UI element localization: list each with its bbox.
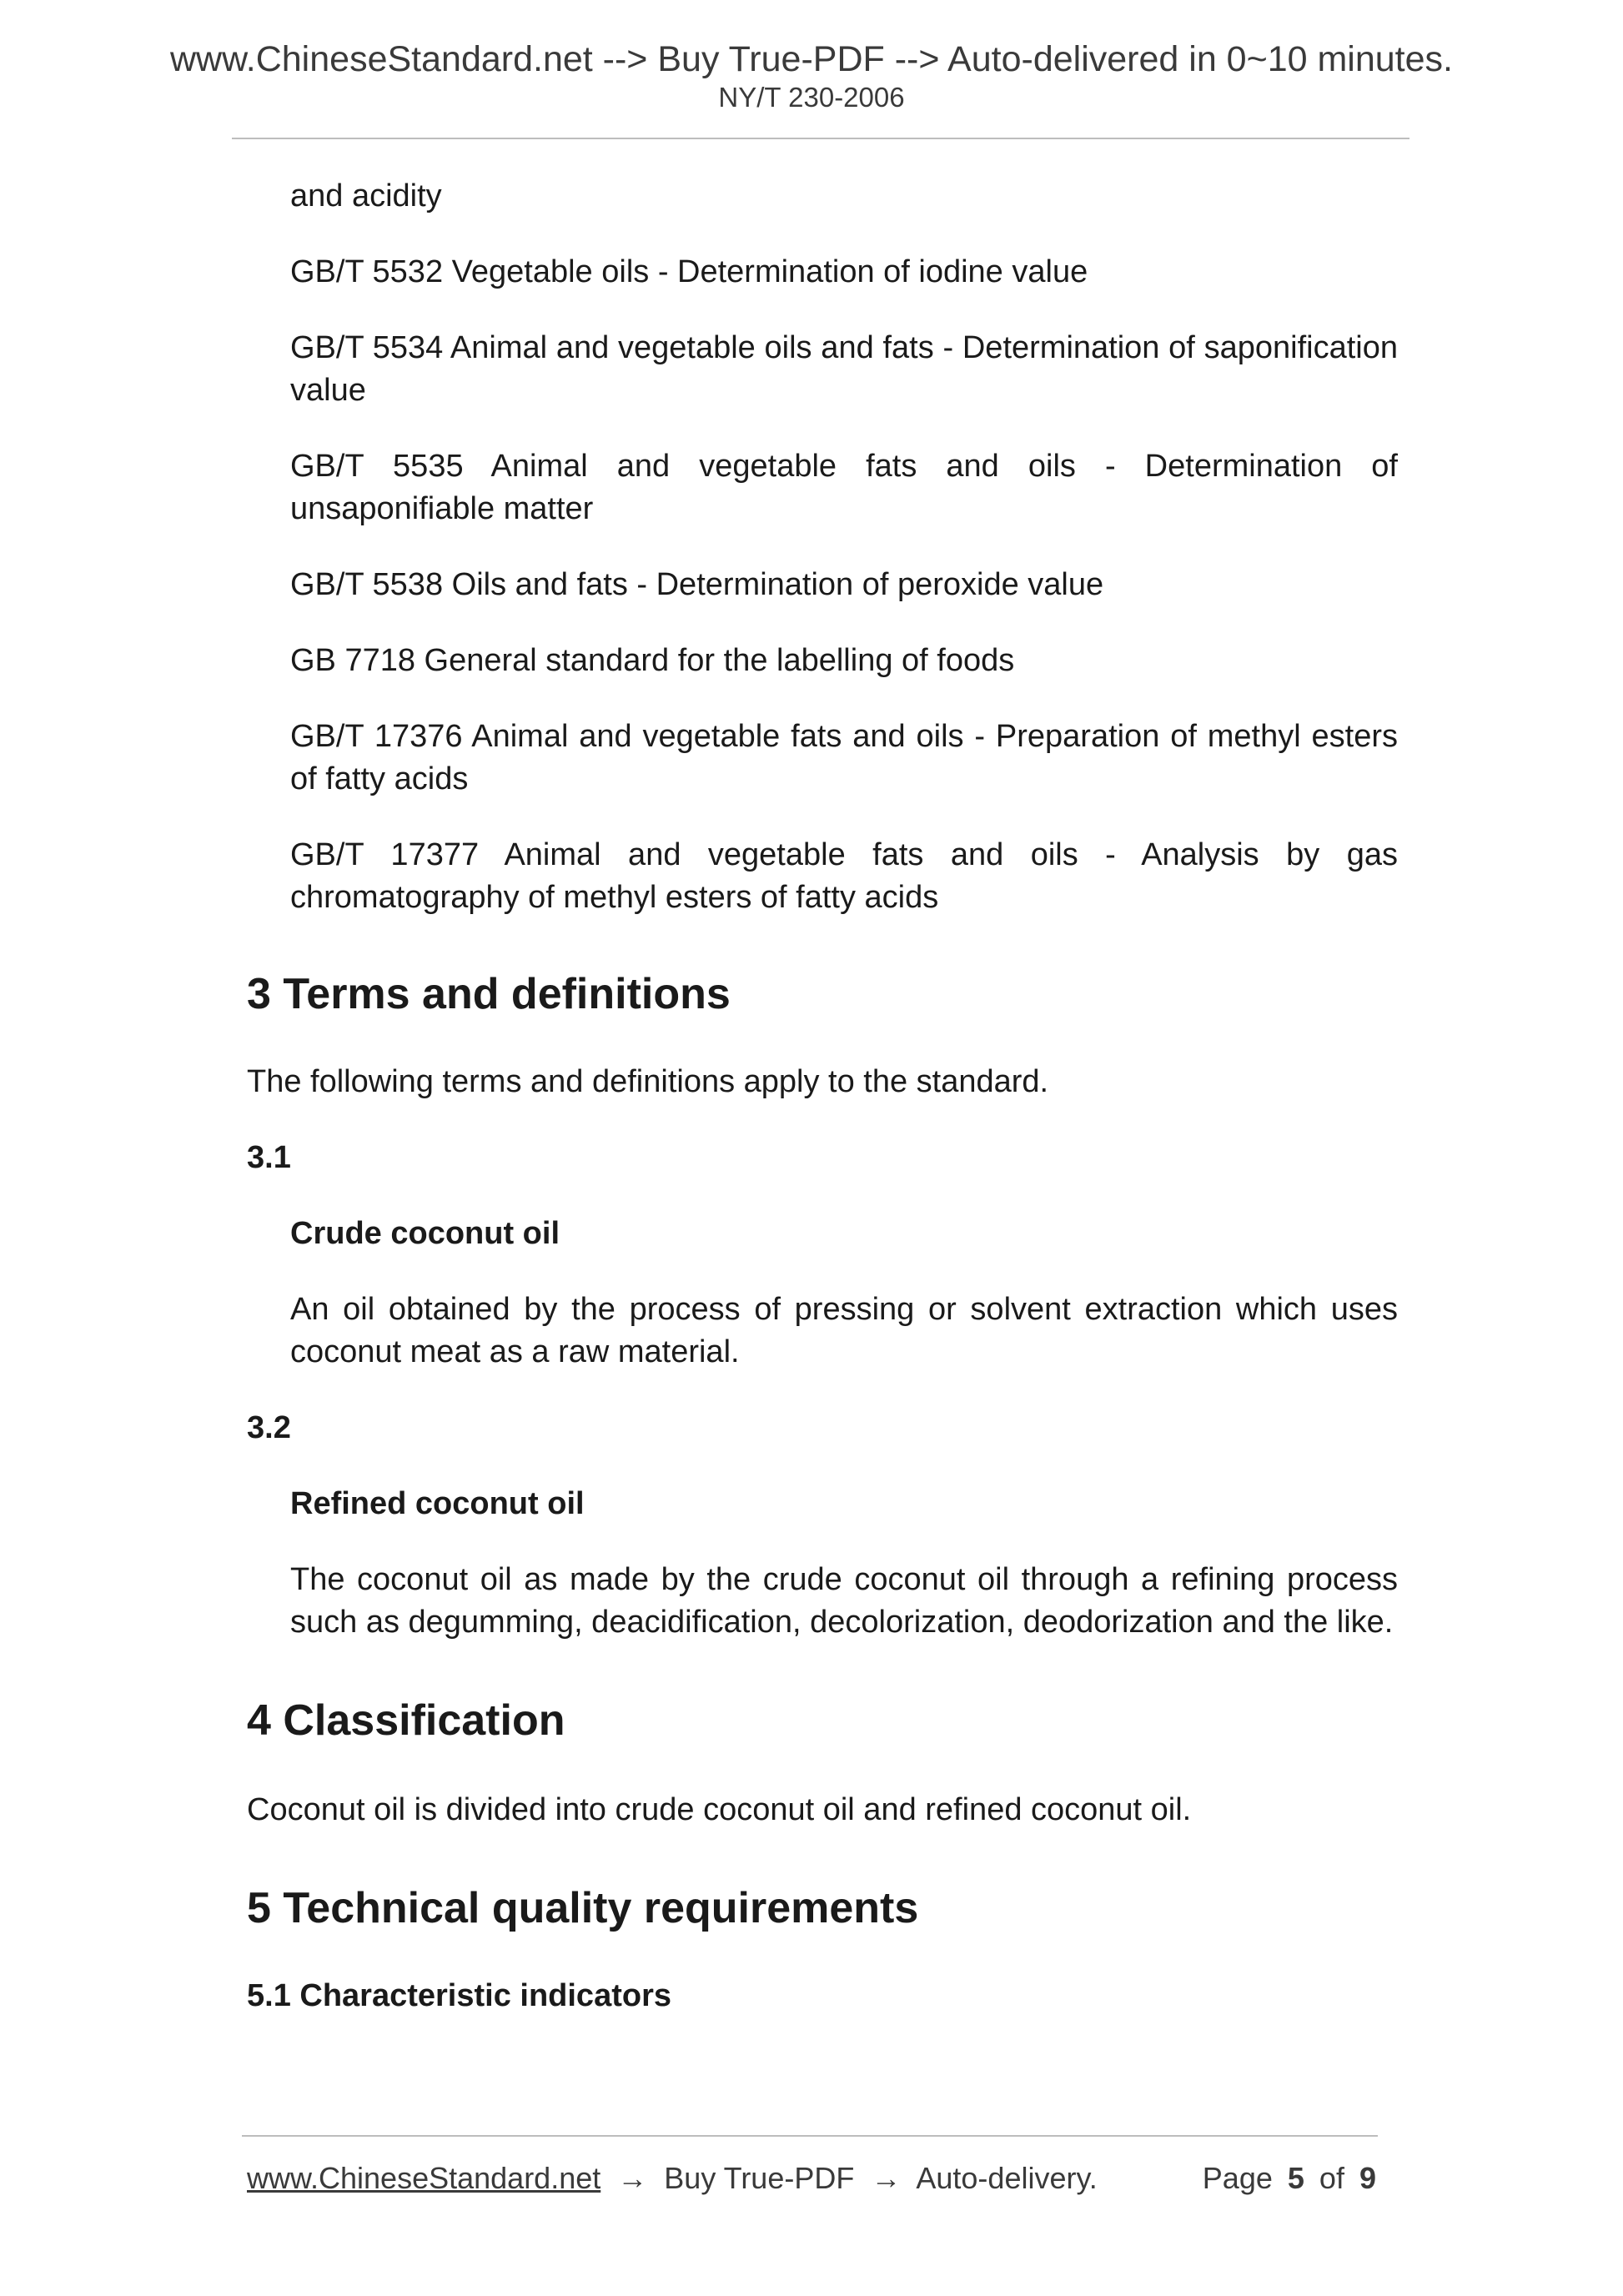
- section-heading-classification: 4 Classification: [247, 1696, 565, 1745]
- page-footer: [247, 2160, 1376, 2197]
- page-current: 5: [1287, 2161, 1304, 2195]
- reference-item: GB 7718 General standard for the labelling of foods: [290, 643, 1015, 678]
- buy-text: Buy True-PDF: [664, 2161, 855, 2195]
- footer-links: [247, 2160, 1098, 2197]
- delivery-text: Auto-delivery.: [916, 2161, 1098, 2195]
- arrow-right-icon: →: [871, 2161, 902, 2195]
- footer-divider: [242, 2135, 1378, 2137]
- reference-item: GB/T 5532 Vegetable oils - Determination of iodine value: [290, 254, 1088, 289]
- subsection-heading: 5.1 Characteristic indicators: [247, 1978, 671, 2013]
- page-of: of: [1319, 2161, 1344, 2195]
- term-title: Refined coconut oil: [290, 1486, 585, 1521]
- section-text: Coconut oil is divided into crude coconut oil and refined coconut oil.: [247, 1792, 1192, 1827]
- section-heading-terms: 3 Terms and definitions: [247, 970, 731, 1018]
- section-heading-requirements: 5 Technical quality requirements: [247, 1884, 919, 1932]
- reference-item: GB/T 17377 Animal and vegetable fats and oils - Analysis by gas chromatography of methyl esters of fatty acids: [290, 837, 1398, 915]
- website-link[interactable]: www.ChineseStandard.net: [247, 2161, 601, 2195]
- term-definition: The coconut oil as made by the crude coconut oil through a refining process such as degumming, deacidification, decolorization, deodorization and the like.: [290, 1562, 1398, 1640]
- page-content: [247, 175, 1398, 2017]
- clause-number: 3.1: [247, 1140, 291, 1175]
- reference-item: GB/T 5534 Animal and vegetable oils and fats - Determination of saponification value: [290, 330, 1398, 408]
- reference-item: GB/T 5535 Animal and vegetable fats and oils - Determination of unsaponifiable matter: [290, 449, 1398, 526]
- page-total: 9: [1359, 2161, 1376, 2195]
- term-title: Crude coconut oil: [290, 1216, 560, 1251]
- reference-item: GB/T 5538 Oils and fats - Determination of peroxide value: [290, 567, 1104, 602]
- header-divider: [232, 138, 1409, 139]
- reference-item: GB/T 17376 Animal and vegetable fats and oils - Preparation of methyl esters of fatty acids: [290, 719, 1398, 796]
- section-intro: The following terms and definitions apply to the standard.: [247, 1064, 1049, 1099]
- page-indicator: [1196, 2160, 1376, 2197]
- clause-number: 3.2: [247, 1410, 291, 1445]
- standard-number: NY/T 230-2006: [718, 82, 905, 113]
- header-banner: www.ChineseStandard.net --> Buy True-PDF --> Auto-delivered in 0~10 minutes.: [169, 39, 1453, 79]
- page-label: Page: [1202, 2161, 1273, 2195]
- term-definition: An oil obtained by the process of pressing or solvent extraction which uses coconut meat as a raw material.: [290, 1292, 1398, 1369]
- arrow-right-icon: →: [617, 2161, 648, 2195]
- reference-continuation: and acidity: [290, 178, 442, 214]
